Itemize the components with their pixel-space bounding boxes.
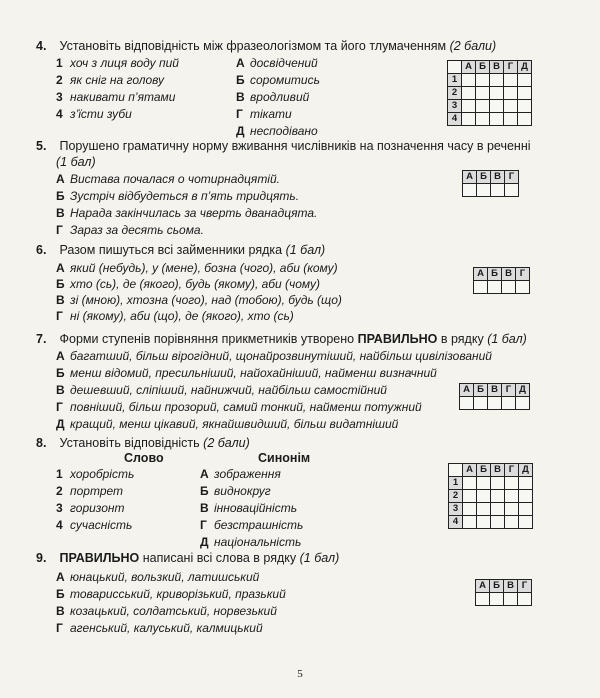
grid-col-header: Г [504,61,518,74]
grid-col-header: Г [505,171,519,184]
answer-cell[interactable] [490,113,504,126]
answer-cell[interactable] [476,593,490,606]
answer-cell[interactable] [518,593,532,606]
question-number: 9. [36,551,47,565]
column-header-synonym: Синонім [258,451,311,465]
option-d: Д кращий, менш цікавий, якнайшвидший, більш видатніший [56,417,399,431]
answer-cell[interactable] [477,477,491,490]
option-a: А юнацький, вользкий, латишський [56,570,260,584]
question-9 [36,550,576,566]
answer-grid-q5 [462,170,519,197]
answer-cell[interactable] [462,113,476,126]
grid-col-header: Д [518,61,532,74]
answer-cell[interactable] [505,184,519,197]
answer-grid-q9 [475,579,532,606]
grid-col-header: В [491,171,505,184]
points: (1 бал) [299,551,340,565]
grid-col-header: Б [477,171,491,184]
answer-cell[interactable] [505,503,519,516]
question-number: 8. [36,436,47,450]
answer-cell[interactable] [518,74,532,87]
question-number: 5. [36,139,47,153]
answer-cell[interactable] [462,87,476,100]
page-number: 5 [297,668,303,680]
answer-cell[interactable] [491,503,505,516]
answer-cell[interactable] [477,516,491,529]
answer-cell[interactable] [518,100,532,113]
question-emphasis: ПРАВИЛЬНО [59,551,140,565]
answer-cell[interactable] [474,281,488,294]
match-left-1: 1 хоробрість [56,467,135,481]
answer-cell[interactable] [504,100,518,113]
answer-cell[interactable] [488,397,502,410]
match-left-2: 2 портрет [56,484,124,498]
match-right-v: В вродливий [236,90,310,104]
match-left-4: 4 сучасність [56,518,133,532]
option-v: В козацький, солдатський, норвезький [56,604,277,618]
grid-col-header: В [491,464,505,477]
answer-cell[interactable] [516,397,530,410]
answer-cell[interactable] [491,490,505,503]
answer-cell[interactable] [476,113,490,126]
answer-cell[interactable] [516,281,530,294]
match-right-b: Б виднокруг [200,484,271,498]
question-number: 4. [36,39,47,53]
answer-cell[interactable] [490,87,504,100]
grid-col-header: А [474,268,488,281]
answer-cell[interactable] [476,100,490,113]
match-right-a: А досвідчений [236,56,318,70]
question-text-end: в рядку [440,332,484,346]
grid-col-header: Б [474,384,488,397]
answer-cell[interactable] [463,503,477,516]
match-right-d: Д національність [200,535,302,549]
answer-cell[interactable] [491,184,505,197]
answer-cell[interactable] [476,74,490,87]
answer-cell[interactable] [490,74,504,87]
match-right-g: Г безстрашність [200,518,304,532]
answer-cell[interactable] [490,593,504,606]
match-right-b: Б соромитись [236,73,320,87]
option-b: Б хто (сь), де (якого), будь (якому), аби (чому) [56,277,321,291]
match-left-1: 1 хоч з лиця воду пий [56,56,179,70]
match-left-2: 2 як сніг на голову [56,73,165,87]
option-g: Г повніший, більш прозорий, самий тонкий, найменш потужний [56,400,422,414]
question-7 [36,331,576,347]
option-g: Г ні (якому), аби (що), де (якого), хто (сь) [56,309,294,323]
answer-cell[interactable] [490,100,504,113]
grid-col-header: В [490,61,504,74]
question-6 [36,242,576,258]
answer-grid-q7 [459,383,530,410]
match-right-a: А зображення [200,467,281,481]
grid-col-header: Б [476,61,490,74]
option-b: Б товарисський, криворізький, празький [56,587,286,601]
points: (2 бали) [449,39,497,53]
answer-cell[interactable] [519,477,533,490]
grid-col-header: Б [477,464,491,477]
answer-cell[interactable] [504,87,518,100]
grid-col-header: Б [490,580,504,593]
answer-cell[interactable] [505,516,519,529]
grid-col-header: А [463,171,477,184]
question-text: Установіть відповідність між фразеологізмом та його тлумаченням [59,39,447,53]
answer-cell[interactable] [463,490,477,503]
grid-row-header: 1 [449,477,463,490]
grid-col-header: А [462,61,476,74]
grid-row-header: 3 [449,503,463,516]
grid-col-header: А [476,580,490,593]
grid-col-header: Г [518,580,532,593]
grid-row-header: 2 [448,87,462,100]
answer-cell[interactable] [491,477,505,490]
answer-grid-q6 [473,267,530,294]
answer-cell[interactable] [505,490,519,503]
option-a: А багатший, більш вірогідний, щонайрозвинутіший, найбільш цивілізований [56,349,492,363]
answer-cell[interactable] [504,593,518,606]
answer-cell[interactable] [502,397,516,410]
answer-cell[interactable] [477,184,491,197]
match-left-4: 4 з’їсти зуби [56,107,132,121]
answer-cell[interactable] [519,516,533,529]
points: (2 бали) [203,436,250,450]
option-a: А який (небудь), у (мене), бозна (чого), аби (кому) [56,261,338,275]
question-4-header [36,38,576,54]
question-number: 7. [36,332,47,346]
grid-col-header: Д [519,464,533,477]
match-right-g: Г тікати [236,107,292,121]
grid-row-header: 4 [449,516,463,529]
answer-cell[interactable] [477,490,491,503]
option-b: Б Зустріч відбудеться в п’ять тридцять. [56,189,300,203]
answer-grid-q4 [447,60,532,126]
answer-cell[interactable] [463,184,477,197]
option-b: Б менш відомий, пресильніший, найохайніший, найменш визначний [56,366,437,380]
answer-cell[interactable] [460,397,474,410]
grid-row-header: 3 [448,100,462,113]
option-v: В зі (мною), хтозна (чого), над (тобою), будь (що) [56,293,342,307]
grid-col-header: Б [488,268,502,281]
answer-cell[interactable] [462,74,476,87]
points: (1 бал) [56,155,96,169]
points: (1 бал) [487,332,527,346]
answer-cell[interactable] [474,397,488,410]
answer-grid-q8 [448,463,533,529]
points: (1 бал) [285,243,326,257]
question-8 [36,435,576,451]
answer-cell[interactable] [519,503,533,516]
answer-cell[interactable] [477,503,491,516]
answer-cell[interactable] [491,516,505,529]
option-g: Г Зараз за десять сьома. [56,223,204,237]
grid-col-header: А [460,384,474,397]
option-v: В Нарада закінчилась за чверть дванадцята. [56,206,318,220]
answer-cell[interactable] [502,281,516,294]
option-v: В дешевший, сліпіший, найнижчий, найбільш самостійний [56,383,387,397]
grid-col-header: В [502,268,516,281]
grid-col-header: Г [516,268,530,281]
match-left-3: 3 накивати п’ятами [56,90,176,104]
question-text: Порушено граматичну норму вживання числівників на позначення часу в реченні [59,139,531,153]
match-right-v: В інноваційність [200,501,297,515]
question-text: Установіть відповідність [59,436,200,450]
match-right-d: Д несподівано [236,124,318,138]
answer-cell[interactable] [463,477,477,490]
grid-row-header: 1 [448,74,462,87]
question-text: Форми ступенів порівняння прикметників утворено [59,332,355,346]
grid-col-header: В [488,384,502,397]
question-text: Разом пишуться всі займенники рядка [59,243,283,257]
grid-col-header: Г [502,384,516,397]
question-4 [36,38,576,54]
grid-row-header: 4 [448,113,462,126]
answer-cell[interactable] [504,113,518,126]
match-left-3: 3 горизонт [56,501,125,515]
answer-cell[interactable] [476,87,490,100]
grid-row-header: 2 [449,490,463,503]
answer-cell[interactable] [505,477,519,490]
grid-col-header: Д [516,384,530,397]
column-header-word: Слово [124,451,164,465]
answer-cell[interactable] [519,490,533,503]
grid-col-header: А [463,464,477,477]
answer-cell[interactable] [518,87,532,100]
answer-cell[interactable] [462,100,476,113]
question-number: 6. [36,243,47,257]
question-emphasis: ПРАВИЛЬНО [357,332,438,346]
grid-col-header: В [504,580,518,593]
grid-col-header: Г [505,464,519,477]
question-text: написані всі слова в рядку [142,551,297,565]
option-a: А Вистава почалася о чотирнадцятій. [56,172,280,186]
question-5 [36,138,576,170]
option-g: Г агенський, калуський, калмицький [56,621,263,635]
answer-cell[interactable] [488,281,502,294]
answer-cell[interactable] [504,74,518,87]
answer-cell[interactable] [463,516,477,529]
answer-cell[interactable] [518,113,532,126]
